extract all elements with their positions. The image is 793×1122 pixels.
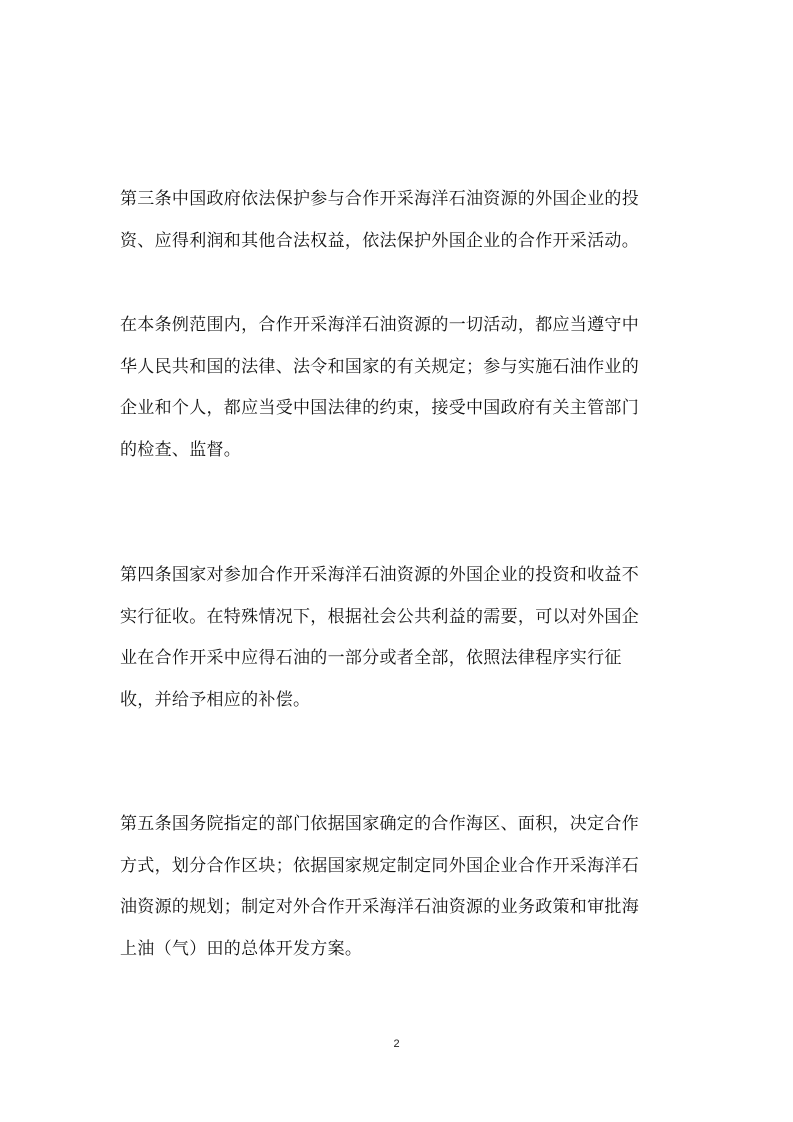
text-line: 资、应得利润和其他合法权益，依法保护外国企业的合作开采活动。 xyxy=(120,230,639,251)
text-line: 实行征收。在特殊情况下，根据社会公共利益的需要，可以对外国企 xyxy=(120,606,639,627)
text-line: 在本条例范围内，合作开采海洋石油资源的一切活动，都应当遵守中 xyxy=(120,315,639,335)
text-line: 上油（气）田的总体开发方案。 xyxy=(120,938,363,959)
text-line: 第四条国家对参加合作开采海洋石油资源的外国企业的投资和收益不 xyxy=(120,565,639,585)
text-line: 的检查、监督。 xyxy=(120,439,242,460)
paragraph-article-3 xyxy=(120,179,676,262)
paragraph-article-5 xyxy=(120,804,676,970)
text-line: 业在合作开采中应得石油的一部分或者全部，依照法律程序实行征 xyxy=(120,648,622,668)
text-line: 方式，划分合作区块；依据国家规定制定同外国企业合作开采海洋石 xyxy=(120,855,639,876)
text-line: 华人民共和国的法律、法令和国家的有关规定；参与实施石油作业的 xyxy=(120,356,639,377)
text-line: 油资源的规划；制定对外合作开采海洋石油资源的业务政策和审批海 xyxy=(120,897,639,917)
page-number: 2 xyxy=(393,1038,400,1050)
paragraph-scope xyxy=(120,305,676,471)
text-line: 收，并给予相应的补偿。 xyxy=(120,689,311,710)
paragraph-article-4 xyxy=(120,555,676,721)
text-line: 企业和个人，都应当受中国法律的约束，接受中国政府有关主管部门 xyxy=(120,398,639,418)
text-line: 第五条国务院指定的部门依据国家确定的合作海区、面积，决定合作 xyxy=(120,814,639,834)
text-line: 第三条中国政府依法保护参与合作开采海洋石油资源的外国企业的投 xyxy=(120,189,639,209)
